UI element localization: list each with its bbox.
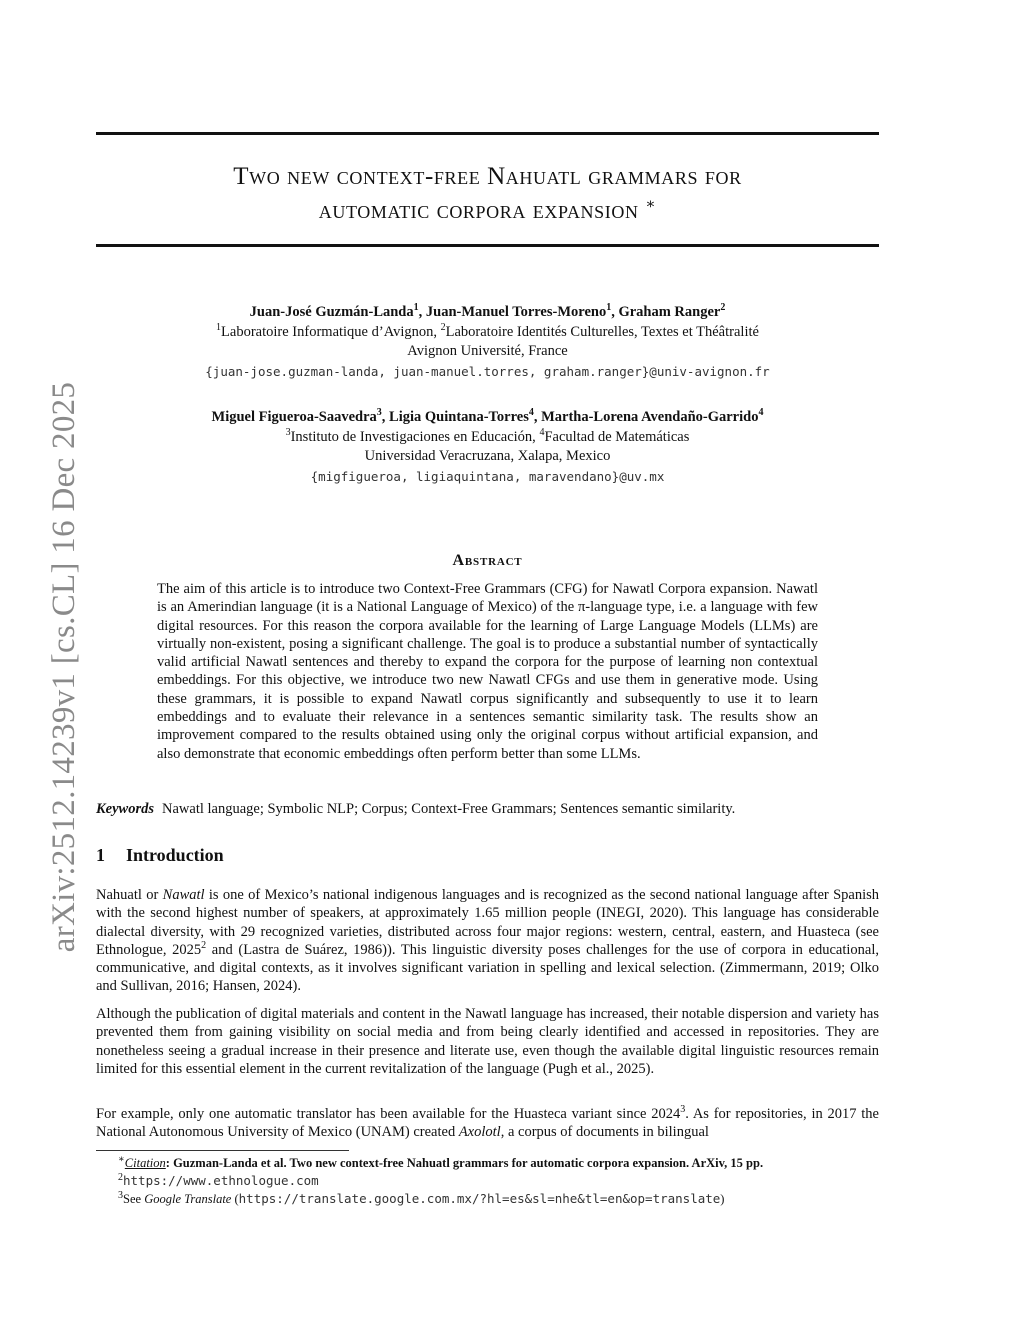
title-bottom-rule — [96, 244, 879, 247]
footnote-1 — [118, 1155, 879, 1171]
affiliation-marker: 1 — [413, 302, 419, 314]
footnote-2 — [118, 1173, 879, 1189]
intro-paragraph-1 — [96, 886, 879, 996]
text-run: . As for repositories, in 2017 the National Autonomous University of Mexico (UNAM) created — [96, 1106, 879, 1141]
title-line-1: Two new context-free Nahuatl grammars for — [233, 163, 742, 190]
text-run: See — [123, 1192, 145, 1206]
text-run: is one of Mexico’s national indigenous languages and is recognized as the second national language after Spanish with the second highest number of speakers, at approximately 1.65 million people (INEGI, 2020). This language has considerable dialectal diversity, with 29 recognized varieties, distributed across four major regions: western, central, eastern, and Huasteca (see Ethnologue, 2025 — [96, 887, 879, 958]
arxiv-sidebar — [16, 372, 82, 962]
affiliation-marker: 4 — [758, 407, 764, 419]
title-footnote-marker[interactable]: ∗ — [645, 196, 657, 213]
author-group-1 — [96, 303, 879, 381]
keywords-label-text: Keywords — [96, 801, 154, 817]
italic-term: Nawatl — [162, 887, 205, 903]
footnote-ref[interactable]: 3 — [680, 1104, 686, 1116]
affiliation-marker: 2 — [720, 302, 726, 314]
section-heading — [96, 845, 224, 866]
title-line-2-text: automatic corpora expansion — [318, 197, 639, 224]
author-group-2 — [96, 408, 879, 486]
email-line[interactable]: {juan-jose.guzman-landa, juan-manuel.torres, graham.ranger}@univ-avignon.fr — [205, 363, 770, 379]
section-number: 1 — [96, 845, 105, 865]
affiliation-text: Laboratoire Informatique d’Avignon, — [221, 323, 437, 340]
abstract-text: The aim of this article is to introduce two Context-Free Grammars (CFG) for Nawatl Corpora expansion. Nawatl is an Amerindian language (it is a National Language of Mexico) of the π-language type, i.e. a language with few digital resources. For this reason the corpora available for the learning of Large Language Models (LLMs) are virtually non-existent, posing a significant challenge. The goal is to produce a substantial number of syntactically valid artificial Nawatl sentences and thereby to expand the corpora for the purpose of learning non contextual embeddings. For this objective, we introduce two new Nawatl CFGs and use them in generative mode. Using these grammars, it is possible to expand Nawatl corpus significantly and subsequently to use it to learn embeddings and to evaluate their relevance in a sentences semantic similarity task. The results show an improvement compared to the results obtained using only the original corpus without artificial expansion, and also demonstrate that economic embeddings often perform better than some LLMs. — [157, 581, 818, 762]
affiliation-marker: 2 — [440, 321, 446, 333]
affiliation-text: Facultad de Matemáticas — [544, 428, 690, 445]
author-name: Juan-José Guzmán-Landa — [249, 304, 414, 320]
affiliation-line — [96, 323, 879, 343]
footnote-marker: ∗ — [118, 1153, 125, 1165]
email-line[interactable]: {migfigueroa, ligiaquintana, maravendano}@uv.mx — [310, 468, 665, 484]
author-name: Martha-Lorena Avendaño-Garrido — [541, 409, 759, 425]
italic-term: Google Translate — [144, 1192, 232, 1206]
paper-title — [96, 160, 879, 228]
abstract-heading: Abstract — [452, 552, 523, 569]
text-run: Nahuatl or — [96, 887, 163, 903]
affiliation-marker: 4 — [539, 426, 545, 438]
footnote-link[interactable]: https://translate.google.com.mx/?hl=es&sl=nhe&tl=en&op=translate — [238, 1191, 721, 1206]
affiliation-marker: 3 — [376, 407, 382, 419]
keywords-text: Nawatl language; Symbolic NLP; Corpus; Context-Free Grammars; Sentences semantic similarity. — [162, 801, 736, 817]
footnote-ref[interactable]: 2 — [201, 940, 207, 952]
affiliation-marker: 4 — [528, 407, 534, 419]
footnote-3 — [118, 1191, 879, 1207]
affiliation-text: Laboratoire Identités Culturelles, Textes et Théâtralité — [445, 323, 759, 340]
affiliation-marker: 1 — [216, 321, 222, 333]
italic-term: Axolotl — [458, 1124, 501, 1141]
arxiv-identifier: arXiv:2512.14239v1 [cs.CL] 16 Dec 2025 — [46, 381, 82, 953]
author-name: Graham Ranger — [618, 304, 721, 320]
university-line: Avignon Université, France — [407, 343, 568, 359]
affiliation-marker: 1 — [606, 302, 612, 314]
author-line-2: Miguel Figueroa-Saavedra$^3$, Ligia Quintana-Torres$^4$, Martha-Lorena Avendaño-Garrido$^4$ — [211, 407, 764, 425]
citation-label: Citation — [124, 1156, 166, 1170]
text-run: and (Lastra de Suárez, 1986)). This linguistic diversity poses challenges for the use of corpora in educational, communicative, and digital contexts, as it involves significant variation in spelling and lexical selection. (Zimmermann, 2019; Olko and Sullivan, 2016; Hansen, 2024). — [96, 941, 879, 995]
affiliation-text: Instituto de Investigaciones en Educación, — [290, 428, 536, 445]
keywords-label — [96, 801, 154, 817]
title-line-2 — [96, 194, 879, 228]
keywords-line — [96, 800, 879, 818]
citation-text: : Guzman-Landa et al. Two new context-free Nahuatl grammars for automatic corpora expansion. ArXiv, 15 pp. — [165, 1156, 764, 1170]
author-name: Miguel Figueroa-Saavedra — [211, 409, 377, 425]
footnote-rule — [96, 1150, 349, 1151]
author-name: Juan-Manuel Torres-Moreno — [425, 304, 607, 320]
author-line-1: Juan-José Guzmán-Landa$^1$, Juan-Manuel Torres-Moreno$^1$, Graham Ranger$^2$ — [249, 302, 726, 320]
affiliation-line — [96, 428, 879, 448]
footnote-marker: 3 — [118, 1189, 123, 1201]
author-name: Ligia Quintana-Torres — [389, 409, 529, 425]
intro-paragraph-3 — [96, 1105, 879, 1142]
text-run: , a corpus of documents in bilingual — [500, 1124, 709, 1141]
intro-paragraph-2: Although the publication of digital materials and content in the Nawatl language has increased, their notable dispersion and variety has prevented them from gaining visibility on social media and from being clearly identified and accessed in repositories. They are nonetheless seeing a gradual increase in their presence and literate use, even though the available digital linguistic resources remain limited for this essential element in the current revitalization of the language (Pugh et al., 2025). — [96, 1006, 879, 1077]
text-run: ) — [720, 1192, 725, 1206]
text-run: For example, only one automatic translator has been available for the Huasteca variant since 2024 — [96, 1106, 681, 1122]
university-line: Universidad Veracruzana, Xalapa, Mexico — [364, 448, 611, 464]
affiliation-marker: 3 — [285, 426, 291, 438]
title-top-rule — [96, 132, 879, 135]
text-run: ( — [231, 1192, 239, 1206]
footnote-marker: 2 — [118, 1171, 123, 1183]
footnote-link[interactable]: https://www.ethnologue.com — [123, 1173, 319, 1188]
section-title: Introduction — [126, 845, 224, 865]
